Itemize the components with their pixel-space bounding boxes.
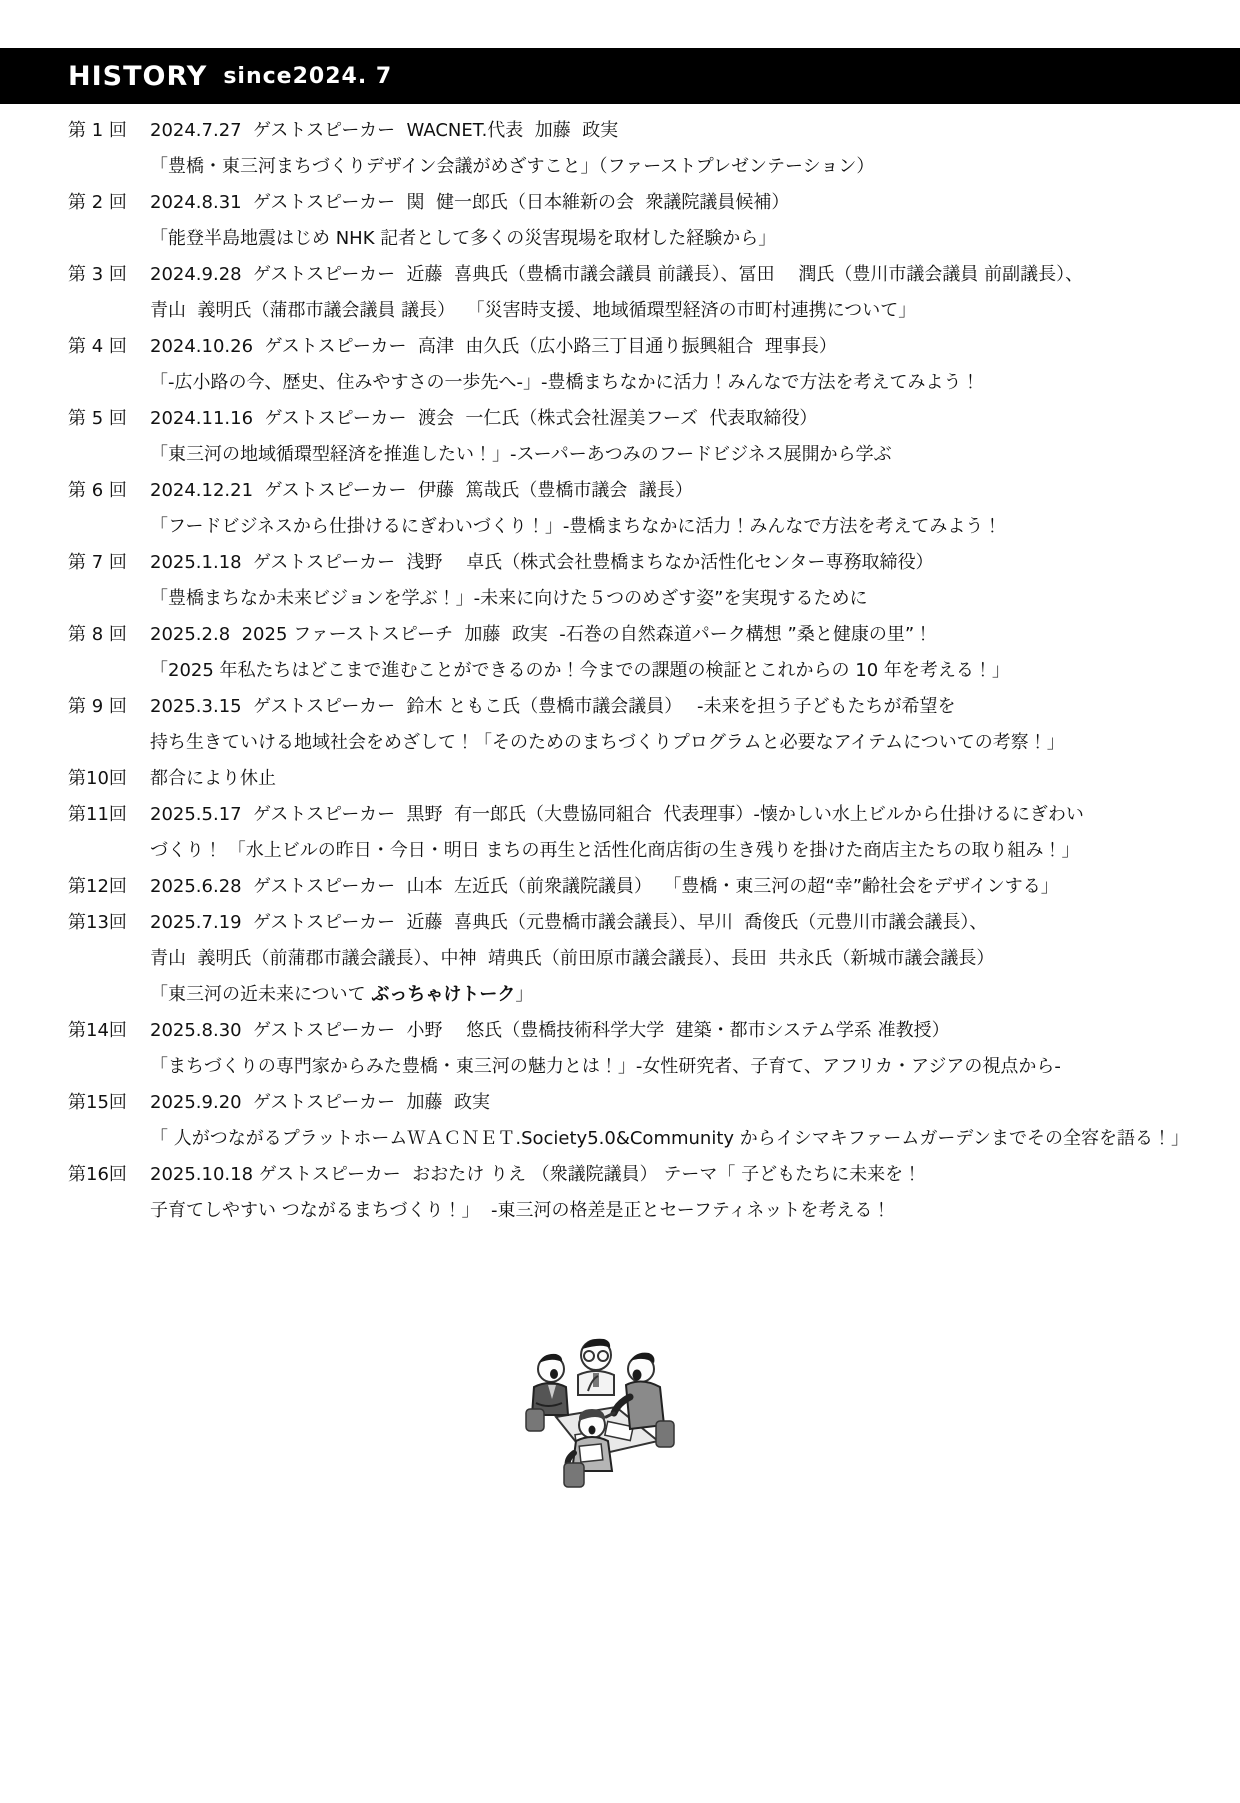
entry-text: 2025.9.20 ゲストスピーカー 加藤 政実: [150, 1092, 490, 1113]
entry-text: 2025.7.19 ゲストスピーカー 近藤 喜典氏（元豊橋市議会議長）、早川 喬俊氏（元豊川市議会議長）、: [150, 912, 988, 933]
entry-continuation: [68, 653, 1236, 689]
history-entry: [68, 617, 1236, 689]
entry-number: 第 3 回: [68, 264, 127, 285]
entry-text: 2025.5.17 ゲストスピーカー 黒野 有一郎氏（大豊協同組合 代表理事）-懐かしい水上ビルから仕掛けるにぎわい: [150, 804, 1084, 825]
history-entry: [68, 1013, 1236, 1085]
history-entry: [68, 329, 1236, 401]
entry-continuation: [68, 437, 1236, 473]
entry-line: [68, 257, 1236, 293]
entry-text: 2025.3.15 ゲストスピーカー 鈴木 ともこ氏（豊橋市議会議員） -未来を担う子どもたちが希望を: [150, 696, 956, 717]
entry-text: 「 人がつながるプラットホームＷＡＣＮＥＴ.Society5.0&Community からイシマキファームガーデンまでその全容を語る！」: [150, 1128, 1190, 1149]
history-header: [0, 48, 1240, 104]
entry-text: 」: [515, 984, 534, 1005]
entry-line: [68, 185, 1236, 221]
entry-line: [68, 473, 1236, 509]
header-title: HISTORY: [68, 60, 208, 92]
entry-line: [68, 905, 1236, 941]
entry-line: [68, 869, 1236, 905]
entry-text: 「東三河の近未来について: [150, 984, 372, 1005]
entry-continuation: [68, 1049, 1236, 1085]
history-entry: [68, 401, 1236, 473]
entry-text: 「-広小路の今、歴史、住みやすさの一歩先へ-」-豊橋まちなかに活力！みんなで方法を考えてみよう！: [150, 372, 980, 393]
entry-continuation: [68, 725, 1236, 761]
history-entry: [68, 797, 1236, 869]
history-entry: [68, 473, 1236, 545]
history-entry: [68, 257, 1236, 329]
history-entry: [68, 869, 1236, 905]
entry-line: [68, 1157, 1236, 1193]
entry-text: 「2025 年私たちはどこまで進むことができるのか！今までの課題の検証とこれからの 10 年を考える！」: [150, 660, 1010, 681]
entry-number: 第 1 回: [68, 120, 127, 141]
entry-continuation: [68, 293, 1236, 329]
history-entry: [68, 689, 1236, 761]
entry-text: 「まちづくりの専門家からみた豊橋・東三河の魅力とは！」-女性研究者、子育て、アフリカ・アジアの視点から-: [150, 1056, 1061, 1077]
history-entry: [68, 545, 1236, 617]
entry-number: 第 8 回: [68, 624, 127, 645]
entry-continuation: [68, 365, 1236, 401]
entry-number: 第12回: [68, 876, 127, 897]
entry-text: 2024.10.26 ゲストスピーカー 高津 由久氏（広小路三丁目通り振興組合 理事長）: [150, 336, 837, 357]
entry-line: [68, 329, 1236, 365]
entry-number: 第 2 回: [68, 192, 127, 213]
entry-text: 2024.11.16 ゲストスピーカー 渡会 一仁氏（株式会社渥美フーズ 代表取締役）: [150, 408, 818, 429]
person-top: [578, 1339, 614, 1395]
history-entry: [68, 1085, 1236, 1157]
entry-text: 2025.8.30 ゲストスピーカー 小野 悠氏（豊橋技術科学大学 建築・都市システム学系 准教授）: [150, 1020, 950, 1041]
entry-text: 2024.8.31 ゲストスピーカー 関 健一郎氏（日本維新の会 衆議院議員候補）: [150, 192, 790, 213]
entry-line: [68, 1085, 1236, 1121]
entry-number: 第11回: [68, 804, 127, 825]
entry-continuation: [68, 833, 1236, 869]
meeting-illustration: [518, 1329, 678, 1504]
entry-text: づくり！ 「水上ビルの昨日・今日・明日 まちの再生と活性化商店街の生き残りを掛けた商店主たちの取り組み！」: [150, 840, 1080, 861]
entry-continuation: [68, 1193, 1236, 1229]
entry-number: 第 4 回: [68, 336, 127, 357]
entry-text: 「豊橋・東三河まちづくりデザイン会議がめざすこと」（ファーストプレゼンテーション）: [150, 156, 875, 177]
entry-number: 第 9 回: [68, 696, 127, 717]
entry-number: 第 7 回: [68, 552, 127, 573]
entry-text: 2024.12.21 ゲストスピーカー 伊藤 篤哉氏（豊橋市議会 議長）: [150, 480, 693, 501]
entry-text: 「豊橋まちなか未来ビジョンを学ぶ！」-未来に向けた５つのめざす姿”を実現するために: [150, 588, 868, 609]
history-entry: [68, 185, 1236, 257]
meeting-cartoon-svg: [518, 1329, 678, 1504]
entry-line: [68, 401, 1236, 437]
entry-text: 「東三河の地域循環型経済を推進したい！」-スーパーあつみのフードビジネス展開から学ぶ: [150, 444, 892, 465]
entry-number: 第10回: [68, 768, 127, 789]
entry-text: 子育てしやすい つながるまちづくり！」 -東三河の格差是正とセーフティネットを考える！: [150, 1200, 891, 1221]
entry-number: 第 6 回: [68, 480, 127, 501]
entry-continuation: [68, 149, 1236, 185]
entry-text-bold: ぶっちゃけトーク: [371, 984, 516, 1005]
entry-number: 第16回: [68, 1164, 127, 1185]
entry-text: 2025.2.8 2025 ファーストスピーチ 加藤 政実 -石巻の自然森道パーク構想 ”桑と健康の里”！: [150, 624, 933, 645]
entry-continuation: [68, 581, 1236, 617]
entry-text: 「フードビジネスから仕掛けるにぎわいづくり！」-豊橋まちなかに活力！みんなで方法を考えてみよう！: [150, 516, 1002, 537]
entry-continuation: [68, 977, 1236, 1013]
entry-number: 第 5 回: [68, 408, 127, 429]
entry-number: 第15回: [68, 1092, 127, 1113]
header-subtitle: since2024. 7: [223, 63, 393, 89]
entry-text: 「能登半島地震はじめ NHK 記者として多くの災害現場を取材した経験から」: [150, 228, 777, 249]
entry-text: 青山 義明氏（前蒲郡市議会議長）、中神 靖典氏（前田原市議会議長）、長田 共永氏（新城市議会議長）: [150, 948, 995, 969]
entry-number: 第13回: [68, 912, 127, 933]
history-entry: [68, 113, 1236, 185]
entry-text: 青山 義明氏（蒲郡市議会議員 議長） 「災害時支援、地域循環型経済の市町村連携について」: [150, 300, 917, 321]
entry-text: 都合により休止: [150, 768, 276, 789]
entry-text: 2024.9.28 ゲストスピーカー 近藤 喜典氏（豊橋市議会議員 前議長）、冨田 潤氏（豊川市議会議員 前副議長）、: [150, 264, 1084, 285]
history-entry: [68, 1157, 1236, 1229]
entry-line: [68, 761, 1236, 797]
entry-continuation: [68, 221, 1236, 257]
entry-text: 持ち生きていける地域社会をめざして！「そのためのまちづくりプログラムと必要なアイテムについての考察！」: [150, 732, 1065, 753]
history-entry: [68, 905, 1236, 1013]
entry-continuation: [68, 509, 1236, 545]
entry-continuation: [68, 1121, 1236, 1157]
entry-line: [68, 689, 1236, 725]
entry-line: [68, 617, 1236, 653]
entry-number: 第14回: [68, 1020, 127, 1041]
entry-text: 2025.1.18 ゲストスピーカー 浅野 卓氏（株式会社豊橋まちなか活性化センター専務取締役）: [150, 552, 934, 573]
entry-text: 2025.6.28 ゲストスピーカー 山本 左近氏（前衆議院議員） 「豊橋・東三河の超“幸”齢社会をデザインする」: [150, 876, 1059, 897]
entry-line: [68, 545, 1236, 581]
entry-text: 2025.10.18 ゲストスピーカー おおたけ りえ （衆議院議員） テーマ「 子どもたちに未来を！: [150, 1164, 922, 1185]
history-list: [0, 113, 1240, 1229]
entry-continuation: [68, 941, 1236, 977]
entry-line: [68, 1013, 1236, 1049]
entry-line: [68, 797, 1236, 833]
history-entry: [68, 761, 1236, 797]
entry-line: [68, 113, 1236, 149]
entry-text: 2024.7.27 ゲストスピーカー WACNET.代表 加藤 政実: [150, 120, 619, 141]
